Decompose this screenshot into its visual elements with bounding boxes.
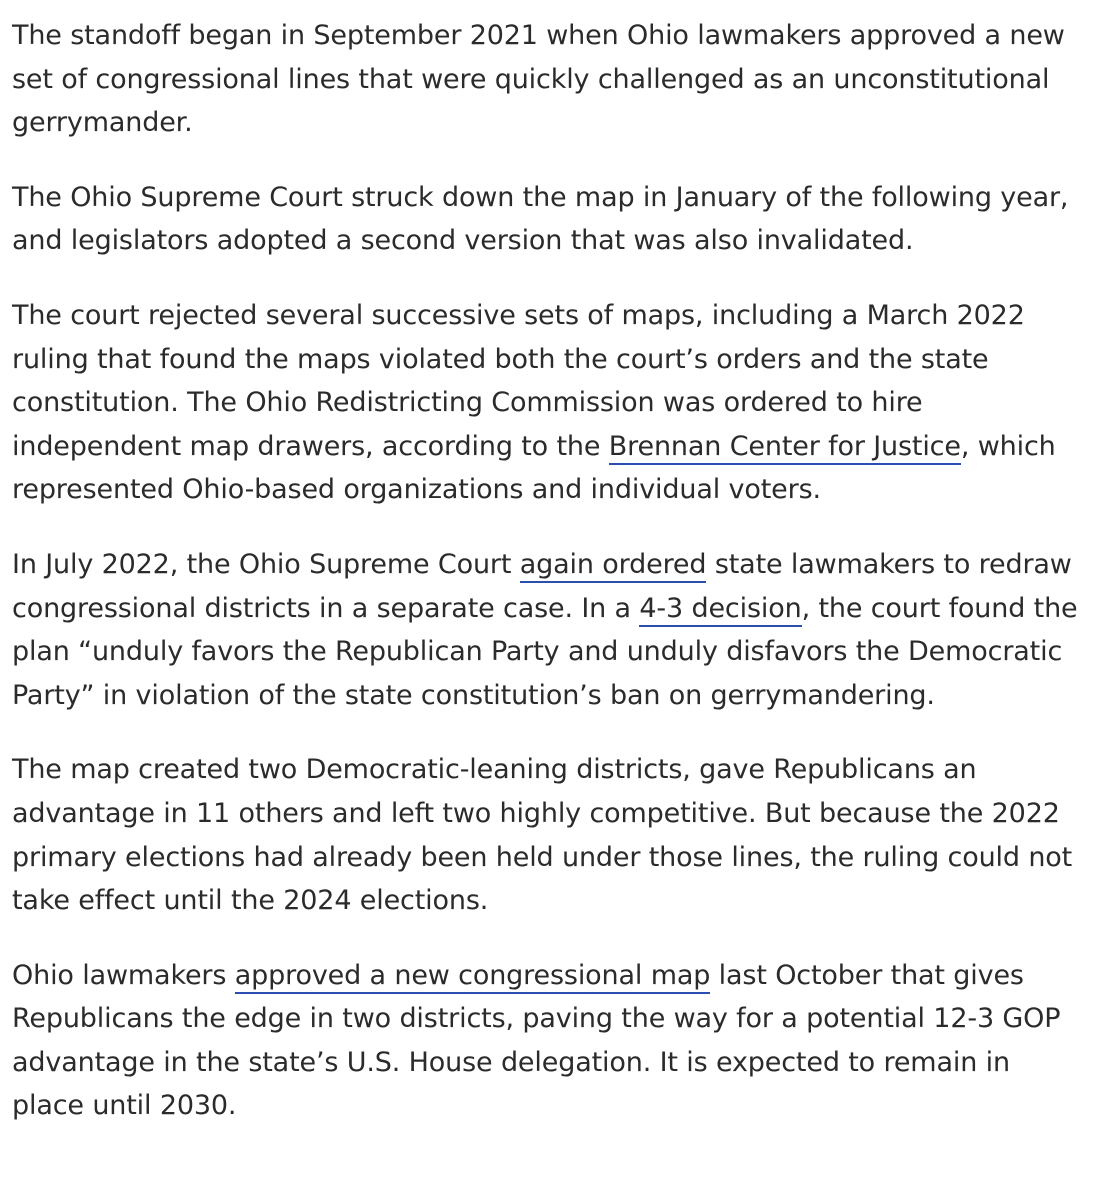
paragraph-text: The Ohio Supreme Court struck down the map in January of the following year, and legislators adopted a second version that was also invalidated. — [12, 181, 1069, 257]
paragraph-2 — [12, 176, 1087, 263]
paragraph-text: In July 2022, the Ohio Supreme Court — [12, 548, 520, 580]
decision-link[interactable]: 4-3 decision — [639, 593, 801, 627]
paragraph-4 — [12, 543, 1087, 717]
paragraph-text: , which represented Ohio-based organizations and individual voters. — [12, 430, 1056, 506]
paragraph-1 — [12, 14, 1087, 145]
paragraph-text: The court rejected several successive sets of maps, including a March 2022 ruling that found the maps violated both the court’s orders and the state constitution. The Ohio Redistricting Commission was ordered to hire independent map drawers, according to the — [12, 299, 1025, 462]
paragraph-text: Ohio lawmakers — [12, 959, 235, 991]
paragraph-text: The standoff began in September 2021 when Ohio lawmakers approved a new set of congressional lines that were quickly challenged as an unconstitutional gerrymander. — [12, 20, 1065, 139]
paragraph-text: The map created two Democratic-leaning districts, gave Republicans an advantage in 11 others and left two highly competitive. But because the 2022 primary elections had already been held under those lines, the ruling could not take effect until the 2024 elections. — [12, 754, 1073, 917]
paragraph-text: , the court found the plan “unduly favors the Republican Party and unduly disfavors the Democratic Party” in violation of the state constitution’s ban on gerrymandering. — [12, 592, 1078, 711]
again-ordered-link[interactable]: again ordered — [520, 549, 707, 583]
paragraph-6 — [12, 954, 1087, 1128]
article-body — [12, 14, 1087, 1159]
paragraph-text: state lawmakers to redraw congressional districts in a separate case. In a — [12, 548, 1072, 624]
new-map-link[interactable]: approved a new congressional map — [235, 960, 711, 994]
paragraph-3 — [12, 294, 1087, 512]
paragraph-text: last October that gives Republicans the edge in two districts, paving the way for a potential 12-3 GOP advantage in the state’s U.S. House delegation. It is expected to remain in place until 2030. — [12, 959, 1061, 1122]
brennan-center-link[interactable]: Brennan Center for Justice — [609, 431, 961, 465]
paragraph-5 — [12, 748, 1087, 922]
